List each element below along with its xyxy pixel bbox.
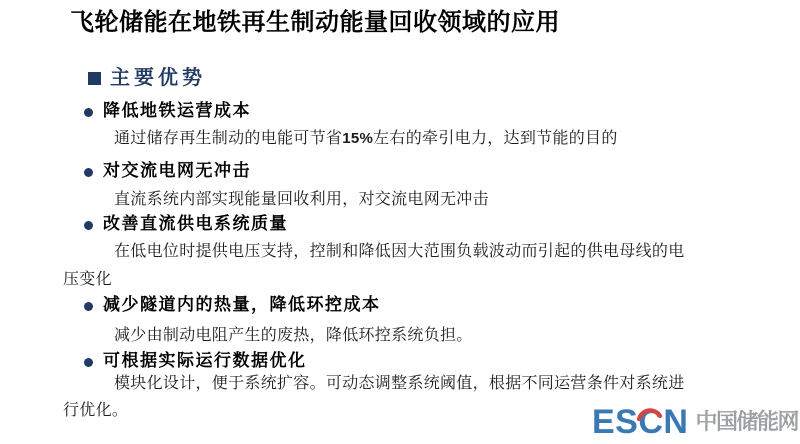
advantage-3-heading-row	[84, 214, 288, 234]
bullet-icon	[84, 358, 93, 367]
advantage-1-detail	[114, 129, 618, 148]
advantage-4-detail: 减少由制动电阻产生的废热，降低环控系统负担。	[114, 327, 473, 344]
advantage-4-heading: 减少隧道内的热量，降低环控成本	[103, 295, 381, 314]
advantage-2-detail: 直流系统内部实现能量回收利用，对交流电网无冲击	[114, 191, 489, 208]
advantage-4-heading-row	[84, 295, 381, 315]
advantage-5-detail-line1: 模块化设计，便于系统扩容。可动态调整系统阈值，根据不同运营条件对系统进	[114, 375, 685, 392]
advantage-1-detail-prefix: 通过储存再生制动的电能可节省	[114, 130, 343, 147]
advantage-2-heading: 对交流电网无冲击	[103, 161, 251, 180]
bullet-icon	[84, 221, 93, 230]
advantage-1-detail-suffix: 左右的牵引电力，达到节能的目的	[373, 130, 618, 147]
bullet-icon	[84, 108, 93, 117]
section-heading-row	[88, 66, 206, 90]
escn-logo	[592, 404, 798, 440]
advantage-3-detail-line2: 压变化	[63, 271, 112, 288]
slide-title: 飞轮储能在地铁再生制动能量回收领域的应用	[70, 10, 560, 36]
advantage-5-heading: 可根据实际运行数据优化	[103, 351, 307, 370]
advantage-3-heading: 改善直流供电系统质量	[103, 214, 288, 233]
advantage-1-heading-row	[84, 101, 251, 121]
square-bullet-icon	[88, 72, 101, 85]
advantage-3-detail-line1: 在低电位时提供电压支持，控制和降低因大范围负载波动而引起的供电母线的电	[114, 243, 685, 260]
advantage-5-detail-line2: 行优化。	[63, 402, 129, 419]
advantage-1-heading: 降低地铁运营成本	[103, 101, 251, 120]
section-heading-label: 主要优势	[110, 67, 206, 89]
advantage-2-heading-row	[84, 161, 251, 181]
advantage-1-detail-highlight: 15%	[342, 130, 374, 147]
advantage-5-heading-row	[84, 351, 307, 371]
escn-wordmark	[592, 404, 688, 440]
bullet-icon	[84, 168, 93, 177]
escn-letters-es: ES	[592, 403, 639, 441]
site-name-label: 中国储能网	[695, 409, 798, 434]
escn-letter-n: N	[663, 403, 689, 441]
bullet-icon	[84, 302, 93, 311]
escn-letter-c: C	[638, 403, 664, 441]
